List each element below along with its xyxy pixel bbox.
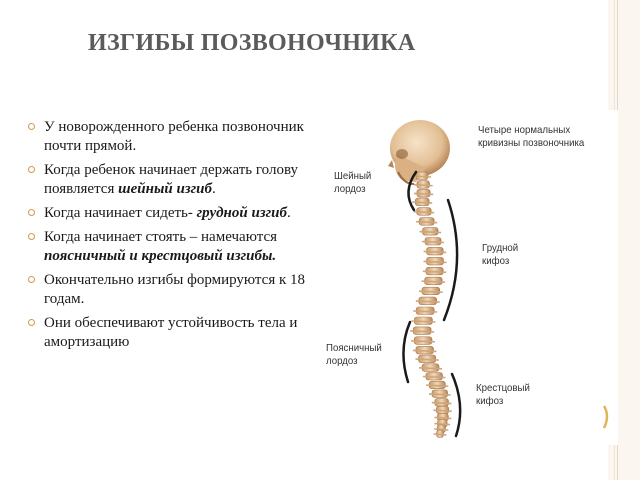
bullet-emphasis: грудной изгиб — [196, 205, 287, 221]
label-sacral: Крестцовый кифоз — [476, 382, 530, 407]
label-thoracic: Грудной кифоз — [482, 242, 519, 267]
spine-figure — [318, 110, 618, 445]
vertebra-process — [434, 417, 451, 418]
bullet-marker-icon — [28, 166, 35, 173]
bullet-item — [28, 271, 308, 309]
vertebra-process — [424, 261, 447, 262]
vertebra-process — [423, 377, 446, 378]
vertebra-process — [423, 271, 446, 272]
vertebra-process — [426, 385, 448, 386]
vertebra-process — [410, 331, 434, 332]
bullet-item — [28, 204, 308, 223]
vertebra-process — [419, 291, 443, 292]
bullet-marker-icon — [28, 233, 35, 240]
slide-title: ИЗГИБЫ ПОЗВОНОЧНИКА — [88, 30, 416, 56]
vertebra-process — [432, 403, 452, 404]
bullet-marker-icon — [28, 123, 35, 130]
bullet-item — [28, 161, 308, 199]
vertebral-column — [410, 172, 452, 438]
vertebra-process — [435, 424, 451, 425]
vertebra-process — [420, 232, 442, 233]
bullet-item — [28, 118, 308, 156]
bullet-tail: . — [212, 181, 216, 197]
vertebra-process — [414, 185, 433, 186]
vertebra-process — [433, 410, 451, 411]
vertebra-process — [419, 368, 442, 369]
spine-illustration — [318, 110, 618, 445]
thoracic-bracket — [444, 200, 457, 320]
vertebra-process — [414, 212, 435, 213]
vertebra-process — [416, 222, 437, 223]
bullet-tail: . — [287, 205, 291, 221]
vertebra-process — [422, 242, 444, 243]
vertebra-process — [416, 301, 440, 302]
vertebra-process — [434, 434, 447, 435]
lumbar-bracket — [403, 322, 410, 382]
vertebra-process — [413, 350, 437, 351]
bullet-list — [28, 118, 308, 357]
bullet-text: Когда начинает стоять – намечаются — [44, 229, 277, 245]
vertebra-process — [411, 341, 435, 342]
bullet-text: Они обеспечивают устойчивость тела и амортизацию — [44, 315, 298, 350]
vertebra-process — [411, 321, 435, 322]
vertebra-process — [422, 281, 446, 282]
bullet-text: У новорожденного ребенка позвоночник почти прямой. — [44, 119, 304, 154]
bullet-emphasis: шейный изгиб — [118, 181, 213, 197]
vertebra-process — [412, 202, 432, 203]
label-cervical: Шейный лордоз — [334, 170, 372, 195]
vertebra-process — [414, 193, 433, 194]
vertebra-process — [429, 394, 451, 395]
sacral-bracket — [452, 374, 460, 436]
vertebra-process — [416, 359, 439, 360]
bullet-marker-icon — [28, 319, 35, 326]
bullet-text: Когда ребенок начинает держать голову появляется — [44, 162, 299, 197]
bullet-marker-icon — [28, 276, 35, 283]
figure-heading: Четыре нормальных кривизны позвоночника — [478, 124, 585, 149]
bullet-text: Окончательно изгибы формируются к 18 годам. — [44, 272, 306, 307]
bullet-text: Когда начинает сидеть- — [44, 205, 197, 221]
label-lumbar: Поясничный лордоз — [326, 342, 382, 367]
bullet-marker-icon — [28, 209, 35, 216]
vertebra-process — [424, 251, 447, 252]
bullet-item — [28, 228, 308, 266]
vertebra-process — [413, 176, 431, 177]
vertebra-process — [413, 311, 437, 312]
bullet-emphasis: поясничный и крестцовый изгибы. — [44, 248, 277, 264]
bullet-item — [28, 314, 308, 352]
decorative-mark — [604, 406, 607, 428]
